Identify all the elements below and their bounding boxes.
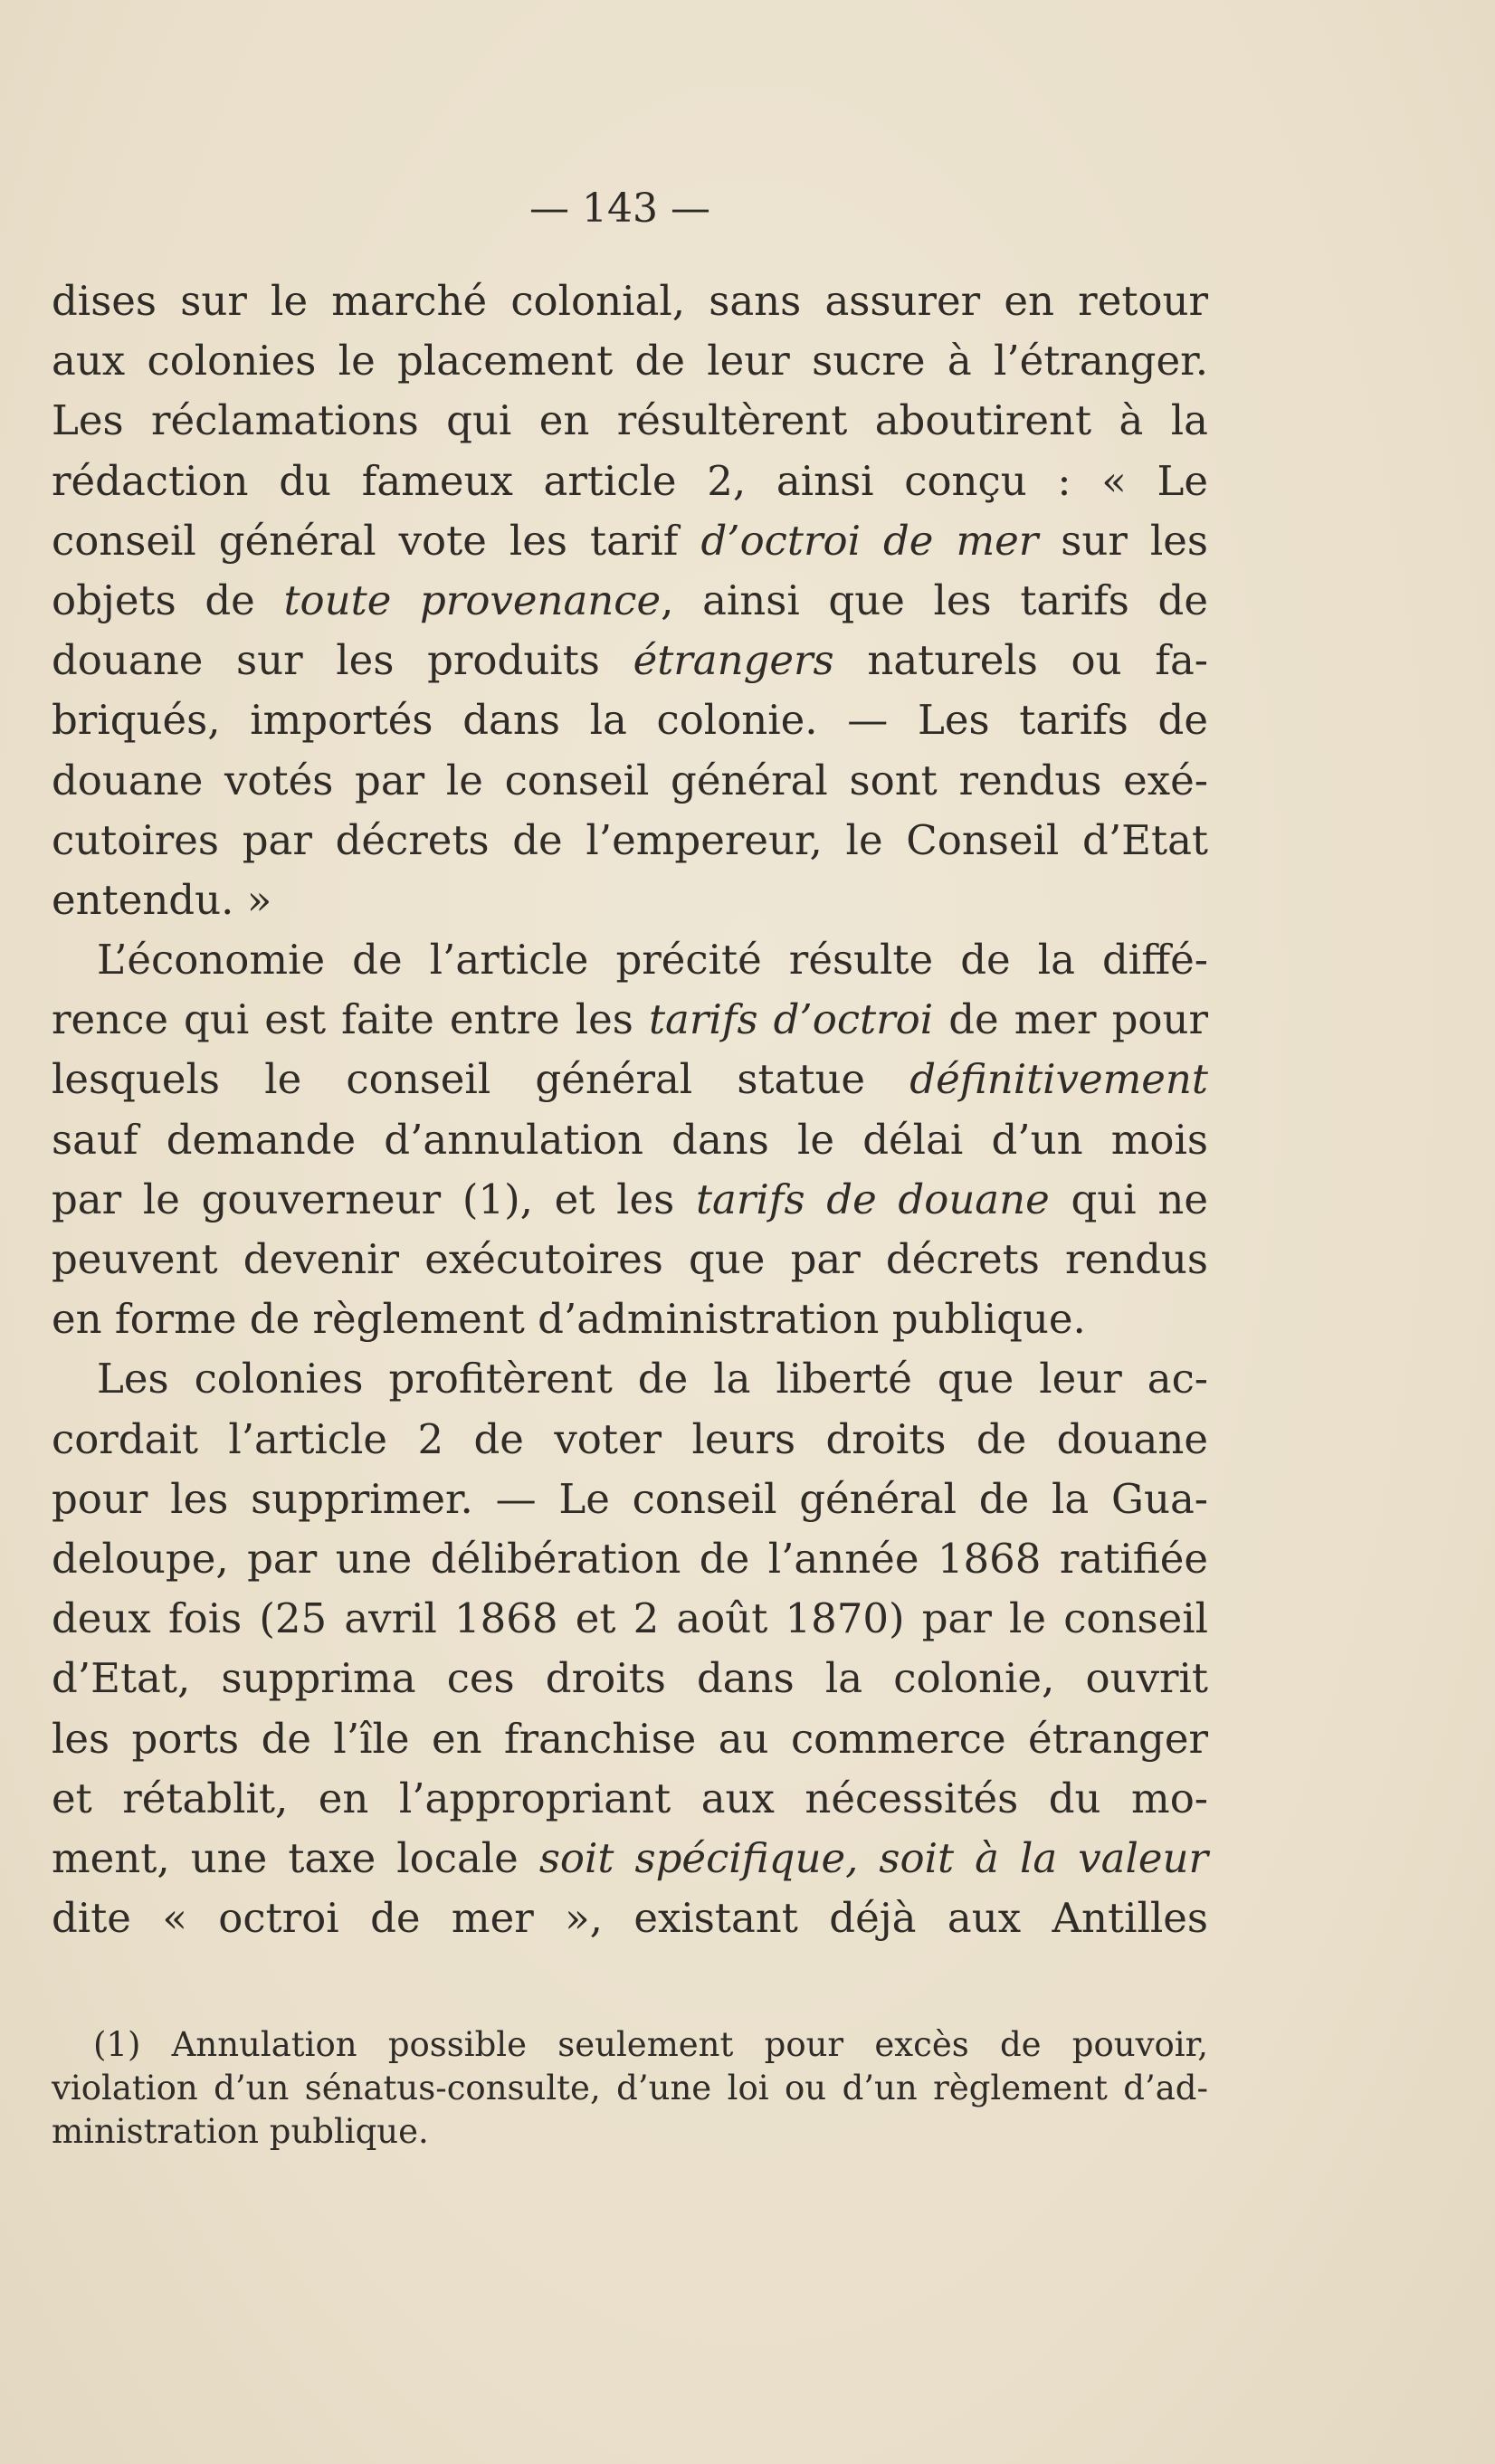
text-line: dite « octroi de mer », existant déjà aux Antilles — [52, 1894, 1208, 1943]
text-line: et rétablit, en l’appropriant aux nécessités du mo- — [52, 1774, 1208, 1822]
text-line: cutoires par décrets de l’empereur, le Conseil d’Etat — [52, 815, 1208, 864]
footnote — [52, 2023, 1208, 2154]
italic-term: soit spécifique, soit à la valeur — [538, 1833, 1208, 1882]
text-line: dises sur le marché colonial, sans assurer en retour — [52, 277, 1208, 325]
text-line: en forme de règlement d’administration publique. — [52, 1295, 1086, 1344]
text-line: pour les supprimer. — Le conseil général de la Gua- — [52, 1474, 1208, 1523]
text-line: Les colonies profitèrent de la liberté que leur ac- — [97, 1355, 1208, 1403]
body-text — [52, 271, 1208, 1948]
text-line: deux fois (25 avril 1868 et 2 août 1870) par le conseil — [52, 1594, 1208, 1643]
text-line: briqués, importés dans la colonie. — Les tarifs de — [52, 696, 1208, 745]
text-line: douane sur les produits étrangers naturels ou fa- — [52, 636, 1208, 685]
italic-term: tarifs d’octroi — [648, 995, 934, 1044]
text-line: d’Etat, supprima ces droits dans la colonie, ouvrit — [52, 1654, 1208, 1703]
italic-term: tarifs de douane — [695, 1175, 1050, 1223]
text-line: peuvent devenir exécutoires que par décrets rendus — [52, 1235, 1208, 1283]
footnote-line: ministration publique. — [52, 2112, 429, 2151]
text-line: L’économie de l’article précité résulte de la diffé- — [97, 936, 1208, 985]
text-line: Les réclamations qui en résultèrent aboutirent à la — [52, 396, 1208, 445]
text-line: lesquels le conseil général statue définitivement — [52, 1055, 1208, 1104]
text-line: entendu. » — [52, 875, 272, 924]
italic-term: d’octroi de mer — [700, 516, 1039, 565]
text-line: ment, une taxe locale soit spécifique, soit à la valeur — [52, 1833, 1208, 1882]
text-line: sauf demande d’annulation dans le délai d’un mois — [52, 1115, 1208, 1164]
italic-term: toute provenance — [283, 576, 662, 624]
italic-term: étrangers — [633, 636, 834, 685]
text-line: conseil général vote les tarif d’octroi de mer sur les — [52, 516, 1209, 565]
text-line: deloupe, par une délibération de l’année 1868 ratifiée — [52, 1534, 1208, 1583]
text-line: par le gouverneur (1), et les tarifs de douane qui ne — [52, 1175, 1208, 1223]
footnote-line: violation d’un sénatus-consulte, d’une loi ou d’un règlement d’ad- — [52, 2069, 1208, 2107]
italic-term: définitivement — [909, 1055, 1208, 1104]
page-number: — 143 — — [529, 186, 710, 232]
text-line: douane votés par le conseil général sont rendus exé- — [52, 756, 1208, 804]
footnote-line: (1) Annulation possible seulement pour excès de pouvoir, — [93, 2025, 1208, 2064]
text-line: objets de toute provenance, ainsi que les tarifs de — [52, 576, 1208, 624]
text-line: aux colonies le placement de leur sucre à l’étranger. — [52, 337, 1208, 385]
text-line: rence qui est faite entre les tarifs d’octroi de mer pour — [52, 995, 1208, 1044]
text-line: rédaction du fameux article 2, ainsi conçu : « Le — [52, 456, 1208, 505]
text-line: les ports de l’île en franchise au commerce étranger — [52, 1714, 1208, 1763]
text-line: cordait l’article 2 de voter leurs droits de douane — [52, 1414, 1208, 1463]
